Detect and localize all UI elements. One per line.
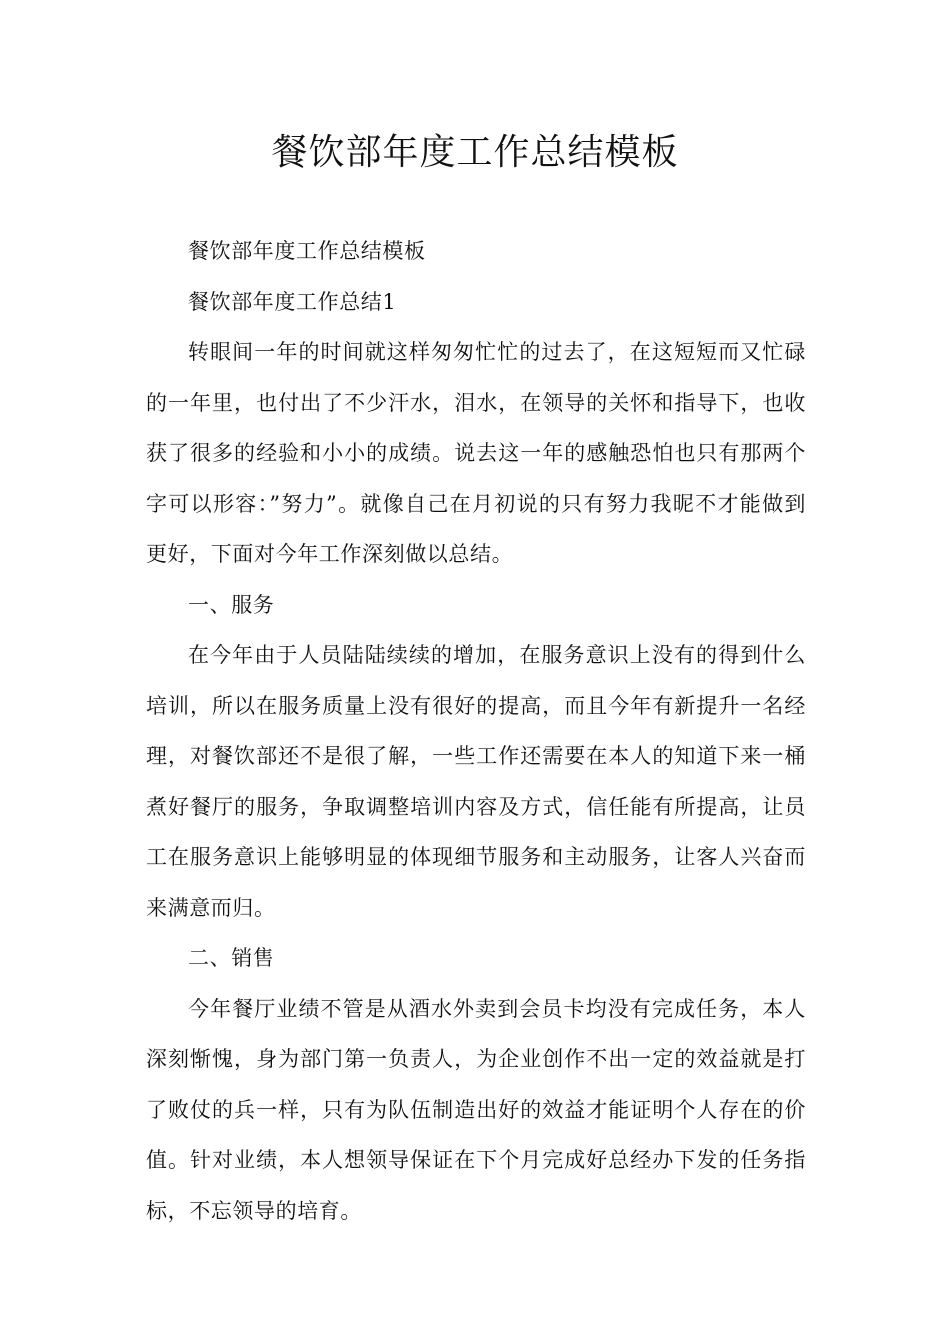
paragraph-service: 在今年由于人员陆陆续续的增加，在服务意识上没有的得到什么培训，所以在服务质量上没有很好的提高，而且今年有新提升一名经理，对餐饮部还不是很了解，一些工作还需要在本人的知道下来一桶煮好餐厅的服务，争取调整培训内容及方式，信任能有所提高，让员工在服务意识上能够明显的体现细节服务和主动服务，让客人兴奋而来满意而归。: [146, 643, 806, 920]
paragraph-sales: 今年餐厅业绩不管是从酒水外卖到会员卡均没有完成任务，本人深刻惭愧，身为部门第一负责人，为企业创作不出一定的效益就是打了败仗的兵一样，只有为队伍制造出好的效益才能证明个人存在的价值。针对业绩，本人想领导保证在下个月完成好总经办下发的任务指标，不忘领导的培育。: [146, 996, 806, 1223]
paragraph-intro: 转眼间一年的时间就这样匆匆忙忙的过去了，在这短短而又忙碌的一年里，也付出了不少汗水，泪水，在领导的关怀和指导下，也收获了很多的经验和小小的成绩。说去这一年的感触恐怕也只有那两个字可以形容：”努力”。就像自己在月初说的只有努力我昵不才能做到更好，下面对今年工作深刻做以总结。: [146, 340, 806, 566]
heading-service: 一、服务: [188, 592, 275, 617]
heading-sales: 二、销售: [188, 946, 275, 970]
paragraph-subtitle: 餐饮部年度工作总结模板: [188, 239, 426, 263]
document-body: [146, 226, 806, 1236]
document-title: 餐饮部年度工作总结模板: [271, 132, 679, 173]
paragraph-section-heading: 餐饮部年度工作总结1: [188, 289, 397, 314]
